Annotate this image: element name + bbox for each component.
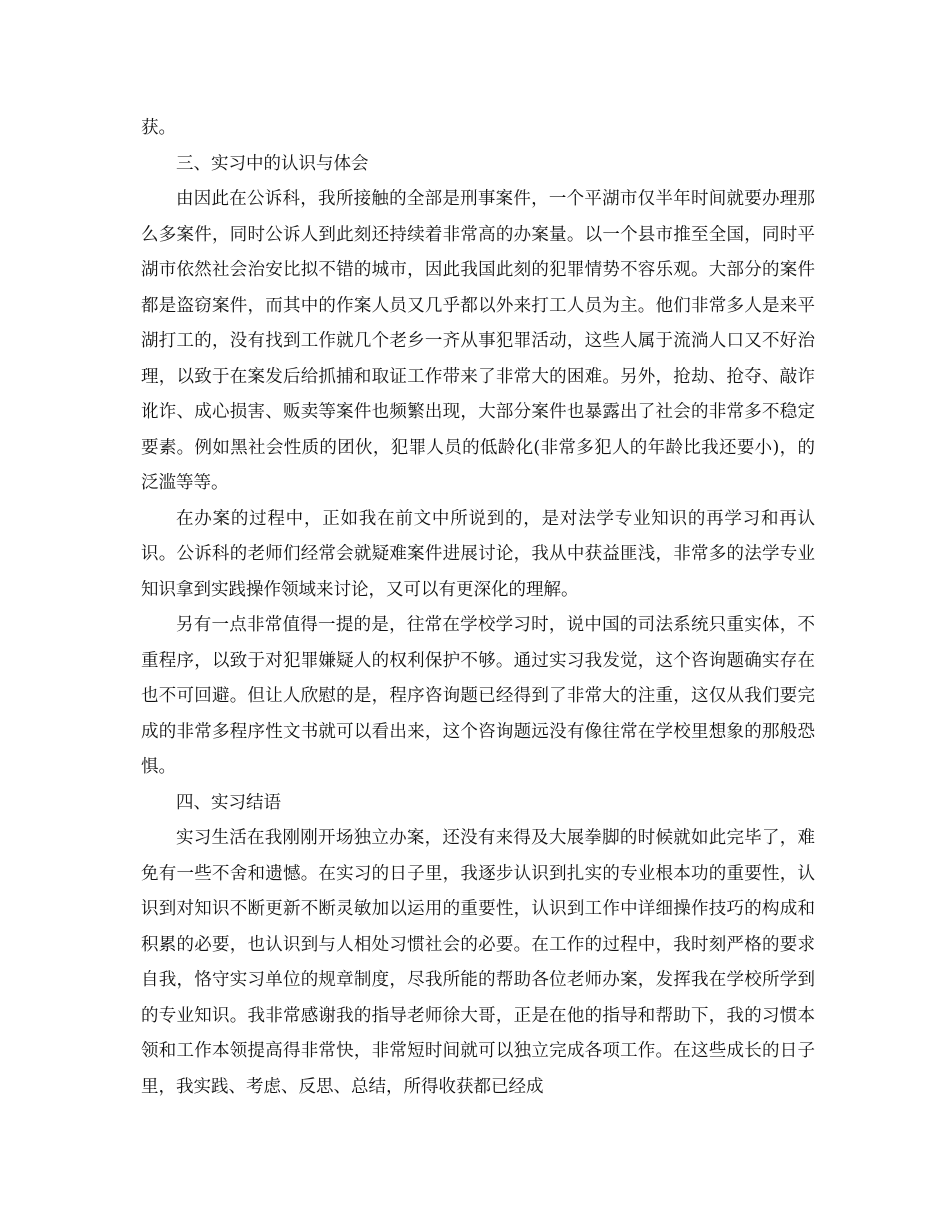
paragraph-procedure: 另有一点非常值得一提的是，往常在学校学习时，说中国的司法系统只重实体，不重程序，以致于对犯罪嫌疑人的权利保护不够。通过实习我发觉，这个咨询题确实存在也不可回避。但让人欣慰的是，程序咨询题已经得到了非常大的注重，这仅从我们要完成的非常多程序性文书就可以看出来，这个咨询题远没有像往常在学校里想象的那般恐惧。 (141, 615, 815, 777)
document-page (141, 111, 815, 1105)
section-heading-four: 四、实习结语 (176, 792, 281, 813)
paragraph-criminal-cases: 由因此在公诉科，我所接触的全部是刑事案件，一个平湖市仅半年时间就要办理那么多案件，同时公诉人到此刻还持续着非常高的办案量。以一个县市推至全国，同时平湖市依然社会治安比拟不错的城市，因此我国此刻的犯罪情势不容乐观。大部分的案件都是盗窃案件，而其中的作案人员又几乎都以外来打工人员为主。他们非常多人是来平湖打工的，没有找到工作就几个老乡一齐从事犯罪活动，这些人属于流淌人口又不好治理，以致于在案发后给抓捕和取证工作带来了非常大的困难。另外，抢劫、抢夺、敲诈讹诈、成心损害、贩卖等案件也频繁出现，大部分案件也暴露出了社会的非常多不稳定要素。例如黑社会性质的团伙，犯罪人员的低龄化(非常多犯人的年龄比我还要小)，的泛滥等等。 (141, 189, 815, 493)
paragraph-continuation: 获。 (141, 118, 176, 138)
paragraph-case-handling: 在办案的过程中，正如我在前文中所说到的，是对法学专业知识的再学习和再认识。公诉科的老师们经常会就疑难案件进展讨论，我从中获益匪浅，非常多的法学专业知识拿到实践操作领域来讨论，又可以有更深化的理解。 (141, 508, 815, 600)
paragraph-conclusion: 实习生活在我刚刚开场独立办案，还没有来得及大展拳脚的时候就如此完毕了，难免有一些不舍和遗憾。在实习的日子里，我逐步认识到扎实的专业根本功的重要性，认识到对知识不断更新不断灵敏加以运用的重要性，认识到工作中详细操作技巧的构成和积累的必要，也认识到与人相处习惯社会的必要。在工作的过程中，我时刻严格的要求自我，恪守实习单位的规章制度，尽我所能的帮助各位老师办案，发挥我在学校所学到的专业知识。我非常感谢我的指导老师徐大哥，正是在他的指导和帮助下，我的习惯本领和工作本领提高得非常快，非常短时间就可以独立完成各项工作。在这些成长的日子里，我实践、考虑、反思、总结，所得收获都已经成 (141, 828, 815, 1097)
section-heading-three: 三、实习中的认识与体会 (176, 153, 369, 174)
